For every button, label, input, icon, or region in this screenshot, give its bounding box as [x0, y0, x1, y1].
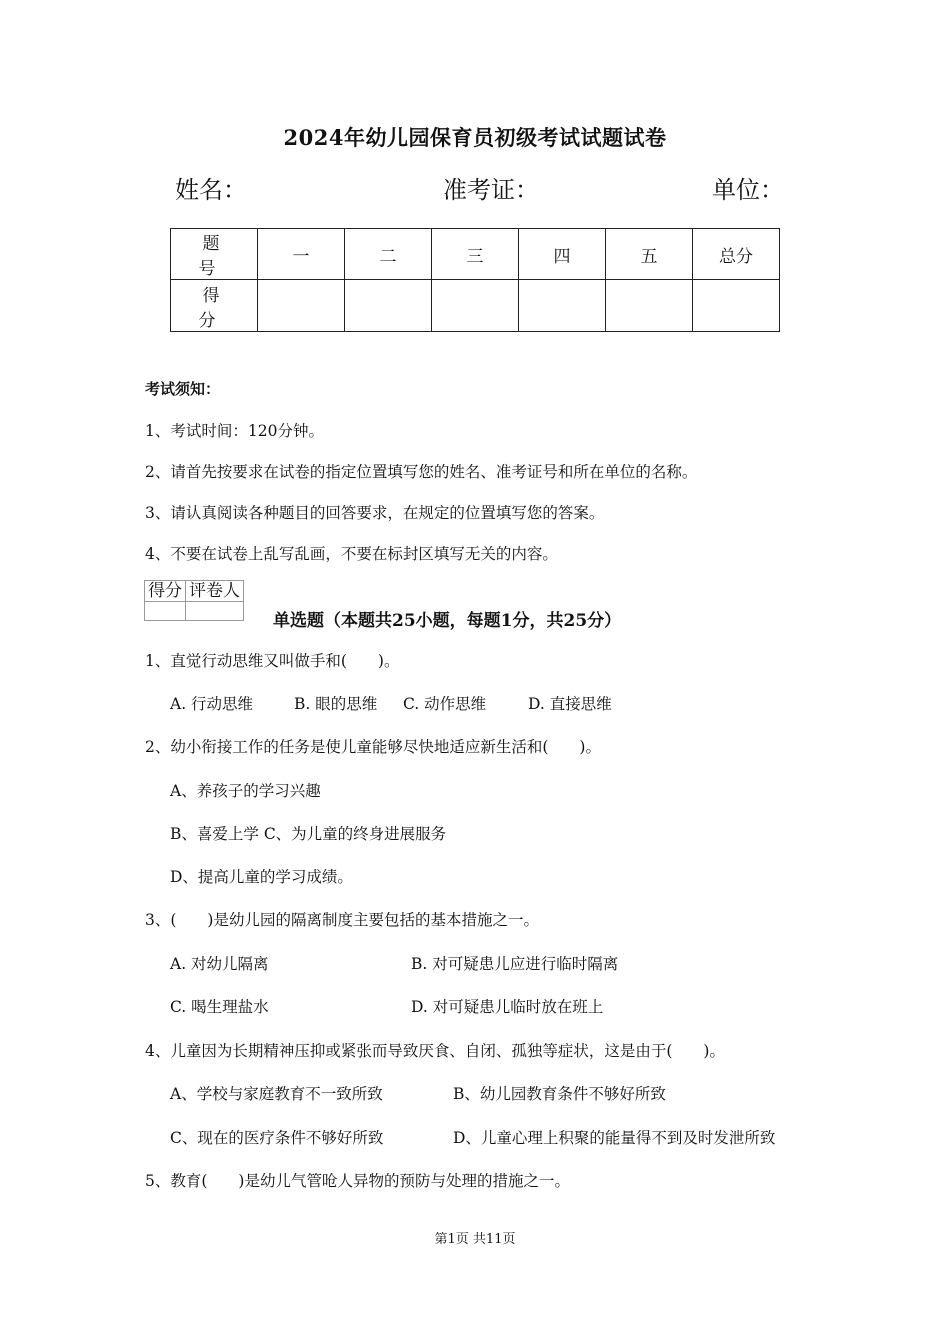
score-entry-cell[interactable] [693, 280, 780, 332]
question-stem: 5、教育( )是幼儿气管呛人异物的预防与处理的措施之一。 [145, 1172, 570, 1190]
score-header-cell: 一 [258, 229, 345, 280]
page-title: 2024年幼儿园保育员初级考试试题试卷 [283, 125, 667, 150]
option-c: C. 喝生理盐水 [170, 998, 269, 1016]
score-entry-cell[interactable] [519, 280, 606, 332]
option-a: A、学校与家庭教育不一致所致 [170, 1085, 383, 1103]
option-c: C、现在的医疗条件不够好所致 [170, 1129, 384, 1147]
score-entry-cell[interactable] [432, 280, 519, 332]
option-d: D、儿童心理上积聚的能量得不到及时发泄所致 [453, 1129, 776, 1147]
option-d: D、提高儿童的学习成绩。 [170, 868, 353, 886]
section-title: 单选题（本题共25小题，每题1分，共25分） [273, 611, 622, 631]
grader-reviewer-cell[interactable] [186, 602, 244, 621]
question-stem: 4、儿童因为长期精神压抑或紧张而导致厌食、自闭、孤独等症状，这是由于( )。 [145, 1042, 725, 1060]
question-stem: 3、( )是幼儿园的隔离制度主要包括的基本措施之一。 [145, 911, 539, 929]
notice-heading: 考试须知： [145, 380, 221, 398]
grader-score-cell[interactable] [145, 602, 186, 621]
notice-item: 4、不要在试卷上乱写乱画，不要在标封区填写无关的内容。 [145, 545, 558, 563]
score-entry-cell[interactable] [606, 280, 693, 332]
notice-item: 1、考试时间：120分钟。 [145, 422, 324, 440]
grader-box [144, 580, 244, 621]
score-entry-cell[interactable] [345, 280, 432, 332]
option-a: A、养孩子的学习兴趣 [170, 782, 321, 800]
score-header-cell: 四 [519, 229, 606, 280]
option-d: D. 对可疑患儿临时放在班上 [411, 998, 604, 1016]
score-row-label: 得 分 [171, 280, 258, 332]
score-table [170, 228, 780, 332]
score-entry-cell[interactable] [258, 280, 345, 332]
page-footer: 第1页 共11页 [434, 1232, 516, 1247]
score-header-cell: 总分 [693, 229, 780, 280]
grader-reviewer-label: 评卷人 [186, 581, 244, 602]
option-b: B. 眼的思维 [294, 695, 378, 713]
score-table-score-row [171, 280, 780, 332]
notice-item: 3、请认真阅读各种题目的回答要求，在规定的位置填写您的答案。 [145, 504, 605, 522]
option-a: A. 行动思维 [170, 695, 254, 713]
grader-score-label: 得分 [145, 581, 186, 602]
score-header-cell: 二 [345, 229, 432, 280]
score-header-cell: 五 [606, 229, 693, 280]
option-c: C. 动作思维 [403, 695, 487, 713]
option-b: B. 对可疑患儿应进行临时隔离 [411, 955, 619, 973]
question-stem: 1、直觉行动思维又叫做手和( )。 [145, 652, 400, 670]
score-header-cell: 三 [432, 229, 519, 280]
unit-field-label: 单位： [712, 176, 784, 204]
score-header-label: 题 号 [171, 229, 258, 280]
question-stem: 2、幼小衔接工作的任务是使儿童能够尽快地适应新生活和( )。 [145, 738, 601, 756]
name-field-label: 姓名： [175, 176, 247, 204]
notice-item: 2、请首先按要求在试卷的指定位置填写您的姓名、准考证号和所在单位的名称。 [145, 463, 698, 481]
option-a: A. 对幼儿隔离 [170, 955, 269, 973]
option-bc: B、喜爱上学 C、为儿童的终身进展服务 [170, 825, 447, 843]
ticket-field-label: 准考证： [443, 176, 539, 204]
score-table-header-row [171, 229, 780, 280]
option-b: B、幼儿园教育条件不够好所致 [453, 1085, 666, 1103]
option-d: D. 直接思维 [528, 695, 612, 713]
